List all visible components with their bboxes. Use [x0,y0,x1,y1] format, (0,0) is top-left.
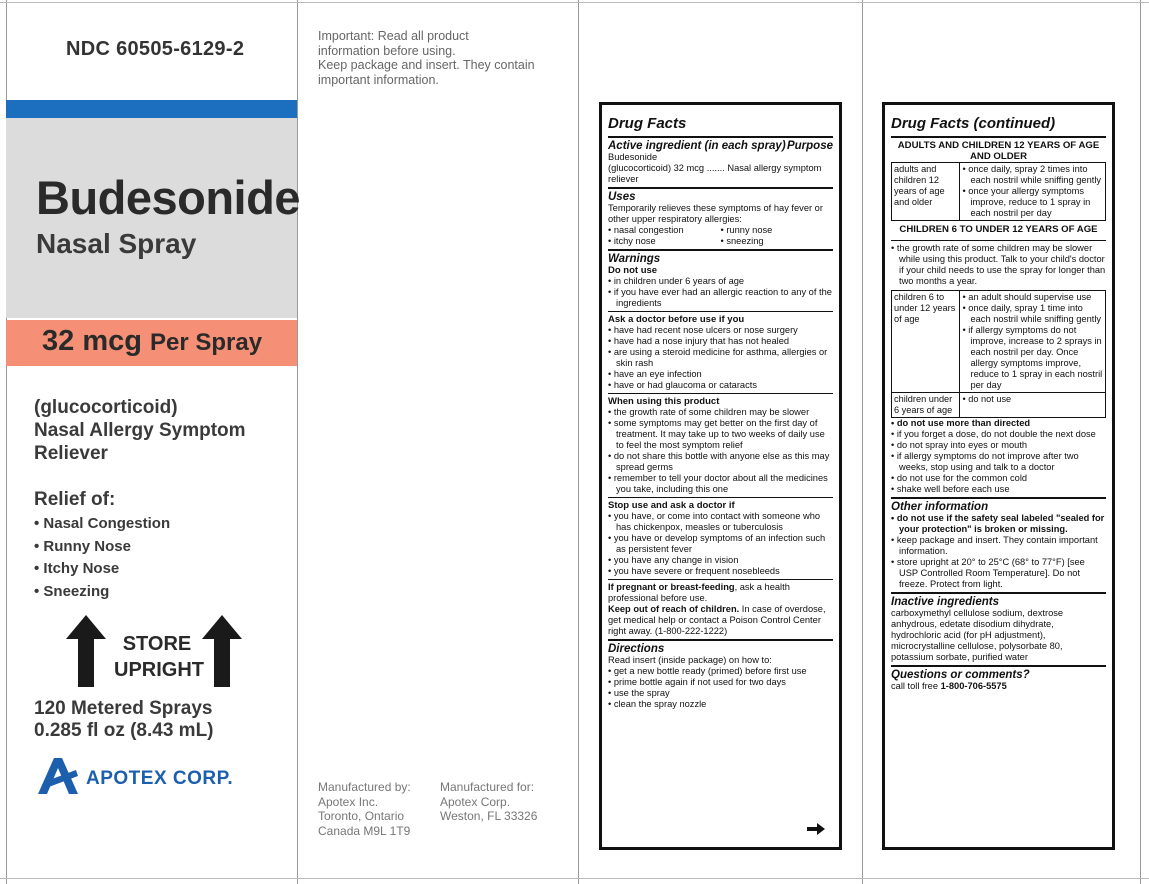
dosage-item: • once daily, spray 2 times into each nostril while sniffing gently [962,164,1102,185]
mfg-line: Apotex Corp. [440,794,511,809]
ask-doctor-heading: Ask a doctor before use if you [608,314,745,325]
strength [42,325,262,358]
other-info-bold: • do not use if the safety seal labeled "sealed for your protection" is broken or missing. [891,513,1105,534]
notice-line: Keep package and insert. They contain [318,58,535,72]
net-volume: 0.285 fl oz (8.43 mL) [34,720,214,741]
dosage-item: • if allergy symptoms do not improve, increase to 2 sprays in each nostril per day. Once allergy symptoms improve, reduce to 1 spray in each nostril per day [962,325,1103,390]
relief-title: Relief of: [34,489,116,510]
stop-use-heading: Stop use and ask a doctor if [608,500,735,511]
directions-item: • use the spray [608,688,670,698]
up-arrow-icon [202,615,242,687]
blue-bar [6,100,297,118]
drug-facts-title: Drug Facts [608,115,687,132]
notice-line: Important: Read all product [318,29,469,43]
drug-class-line: Nasal Allergy Symptom [34,420,246,441]
relief-item: • Sneezing [34,582,110,600]
uses-list [608,225,833,247]
phone-number: 1-800-706-5575 [940,681,1007,691]
apotex-logo [36,756,286,796]
warning-item: • have had a nose injury that has not healed [608,336,790,346]
panel-divider [862,0,863,884]
inactive-heading: Inactive ingredients [891,596,1000,608]
uses-item: • itchy nose [608,236,656,246]
drug-class [34,396,284,465]
dosage-label: children 6 to under 12 years of age [892,291,960,393]
do-not-use-heading: Do not use [608,265,658,276]
mfg-line: Apotex Inc. [318,794,379,809]
keep-out-bold: Keep out of reach of children. [608,604,740,614]
adults-dosage-table [891,162,1106,221]
warning-item: • you have or develop symptoms of an infection such as persistent fever [608,533,826,554]
manufactured-for [440,780,570,824]
directions-item: • prime bottle again if not used for two days [608,677,786,687]
dosage-instructions [960,291,1106,393]
continue-arrow-icon [807,823,825,835]
uses-text: Temporarily relieves these symptoms of hay fever or other upper respiratory allergies: [608,203,823,224]
directions-item: • get a new bottle ready (primed) before first use [608,666,807,676]
pregnancy-text: , ask a health professional before use. [608,582,790,603]
drug-facts-continued-title: Drug Facts (continued) [891,115,1056,132]
general-direction: • do not use for the common cold [891,473,1028,483]
important-notice [318,29,568,87]
mfg-line: Canada M9L 1T9 [318,823,411,838]
store-upright [66,615,246,687]
pregnancy-warning [608,582,833,604]
warning-item: • you have, or come into contact with someone who has chickenpox, measles or tuberculosis [608,511,821,532]
uses-item: • nasal congestion [608,225,684,235]
uses-heading: Uses [608,191,636,203]
warning-item: • are using a steroid medicine for asthma, allergies or skin rash [608,347,828,368]
mfg-line: Manufactured for: [440,780,535,794]
notice-line: important information. [318,72,439,87]
active-heading: Active ingredient (in each spray) [608,140,786,152]
store-line: STORE [122,633,192,655]
warning-item: • if you have ever had an allergic reaction to any of the ingredients [608,287,832,308]
panel-divider [297,0,298,884]
dosage-label: children under 6 years of age [892,393,960,418]
relief-item: • Runny Nose [34,537,131,555]
dosage-instructions: • do not use [960,393,1106,418]
active-ingredient-header [608,140,833,152]
inactive-text: carboxymethyl cellulose sodium, dextrose anhydrous, edetate disodium dihydrate, hydrochloric acid (for pH adjustment), microcrystalline cellulose, polysorbate 80, potassium sorbate, purified water [891,608,1064,662]
children-note: • the growth rate of some children may be slower while using this product. Talk to your child's doctor if your child needs to use the spray for longer than two months a year. [891,243,1106,286]
warning-item: • have had recent nose ulcers or nose surgery [608,325,798,335]
general-direction-bold: • do not use more than directed [891,418,1031,428]
dosage-instructions [960,163,1106,221]
children-dosage-table [891,290,1106,418]
carton-edge [0,878,1149,879]
other-info-heading: Other information [891,501,989,513]
mfg-line: Manufactured by: [318,780,411,794]
relief-item: • Nasal Congestion [34,515,171,532]
strength-value: 32 mcg [42,325,142,357]
store-line: UPRIGHT [114,659,204,681]
keep-out-text: In case of overdose, get medical help or contact a Poison Control Center right away. (1-800-222-1222) [608,604,826,636]
mfg-line: Toronto, Ontario [318,809,405,823]
general-direction: • if allergy symptoms do not improve after two weeks, stop using and talk to a doctor [891,451,1079,472]
panel-divider [1140,0,1141,884]
adults-heading: ADULTS AND CHILDREN 12 YEARS OF AGE AND OLDER [897,140,1100,162]
dosage-label: adults and children 12 years of age and older [892,163,960,221]
other-info-item: • keep package and insert. They contain important information. [891,535,1098,556]
ndc-number: NDC 60505-6129-2 [66,38,245,60]
warning-item: • have or had glaucoma or cataracts [608,380,757,390]
warning-item: • remember to tell your doctor about all the medicines you take, including this one [608,473,828,494]
apotex-logo-icon [36,756,80,796]
warning-item: • have an eye infection [608,369,702,379]
panel-divider [578,0,579,884]
warning-item: • do not share this bottle with anyone else as this may spread germs [608,451,830,472]
dosage-item: • once daily, spray 1 time into each nostril while sniffing gently [962,303,1102,324]
mfg-line: Weston, FL 33326 [440,809,538,823]
directions-heading: Directions [608,643,665,655]
carton-edge [0,2,1149,3]
children-heading: CHILDREN 6 TO UNDER 12 YEARS OF AGE [899,224,1098,235]
warning-item: • you have any change in vision [608,555,739,565]
product-form: Nasal Spray [36,228,197,259]
dosage-item: • once your allergy symptoms improve, reduce to 1 spray in each nostril per day [962,186,1091,218]
questions-prefix: call toll free [891,681,941,691]
general-direction: • shake well before each use [891,484,1010,494]
spray-count: 120 Metered Sprays [34,698,213,719]
general-direction: • do not spray into eyes or mouth [891,440,1028,450]
uses-item: • runny nose [720,225,773,235]
warning-item: • some symptoms may get better on the first day of treatment. It may take up to two weeks of daily use to feel the most symptom relief [608,418,825,450]
warning-item: • in children under 6 years of age [608,276,745,286]
directions-item: • clean the spray nozzle [608,699,707,709]
active-line: (glucocorticoid) 32 mcg ....... Nasal allergy symptom reliever [608,163,822,184]
active-name: Budesonide [608,152,658,162]
up-arrow-icon [66,615,106,687]
store-upright-text [114,631,204,683]
questions-line [891,681,1106,692]
drug-facts-continued-panel [882,102,1115,850]
directions-text: Read insert (inside package) on how to: [608,655,772,665]
quantity [34,698,214,742]
drug-class-line: (glucocorticoid) [34,397,178,418]
strength-unit: Per Spray [150,329,263,356]
questions-heading: Questions or comments? [891,669,1030,681]
other-info-item: • store upright at 20° to 25°C (68° to 77°F) [see USP Controlled Room Temperature]. Do not freeze. Protect from light. [891,557,1085,589]
brand-name: Budesonide [36,171,300,224]
warning-item: • you have severe or frequent nosebleeds [608,566,780,576]
purpose-heading: Purpose [786,140,833,152]
pregnancy-bold: If pregnant or breast-feeding [608,582,735,592]
general-direction: • if you forget a dose, do not double the next dose [891,429,1096,439]
uses-item: • sneezing [720,236,764,246]
warning-item: • the growth rate of some children may be slower [608,407,810,417]
when-using-heading: When using this product [608,396,720,407]
drug-facts-panel [599,102,842,850]
keep-out-warning [608,604,833,637]
manufactured-by [318,780,438,838]
relief-item: • Itchy Nose [34,560,120,577]
relief-list [34,513,170,603]
warnings-heading: Warnings [608,253,661,265]
drug-class-line: Reliever [34,443,108,464]
logo-text: APOTEX CORP. [86,768,234,789]
notice-line: information before using. [318,43,456,58]
dosage-item: • an adult should supervise use [962,292,1092,302]
